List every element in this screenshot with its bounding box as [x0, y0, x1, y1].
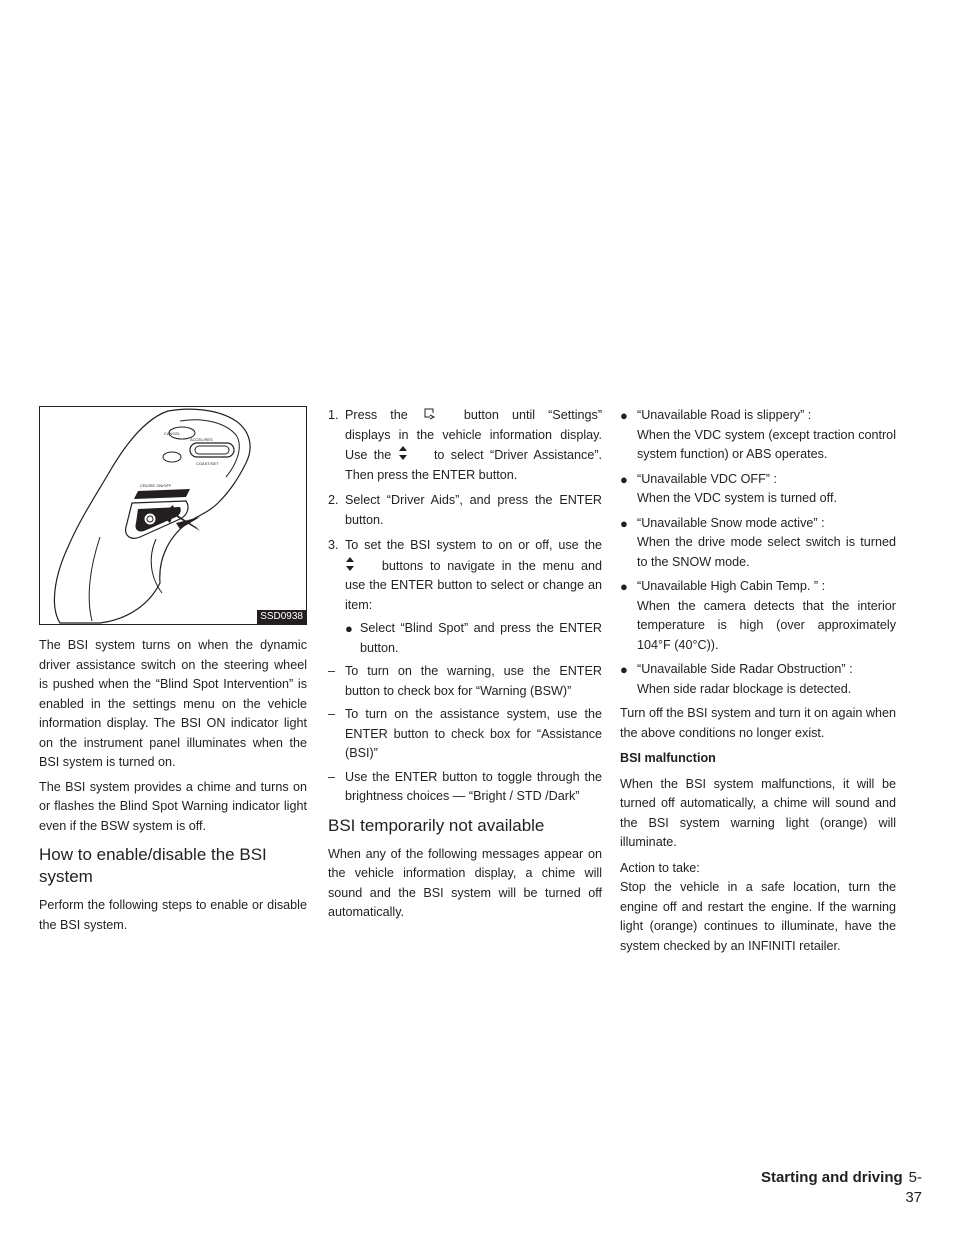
step-1-text-a: Press the [345, 408, 408, 422]
heading-bsi-malfunction: BSI malfunction [620, 751, 716, 765]
dash-text: To turn on the assistance system, use the ENTER button to check box for “Assistance (BSI)” [345, 707, 602, 760]
paragraph-perform-steps: Perform the following steps to enable or disable the BSI system. [39, 898, 307, 932]
step-1 [328, 406, 602, 485]
dash-text: To turn on the warning, use the ENTER button to check box for “Warning (BSW)” [345, 664, 602, 698]
dash-text: Use the ENTER button to toggle through the brightness choices — “Bright / STD /Dark” [345, 769, 602, 803]
paragraph-turn-off: Turn off the BSI system and turn it on again when the above conditions no longer exist. [620, 706, 896, 740]
bullet-dot: ● [620, 471, 628, 487]
switch-text-cruise: CRUISE ON/OFF [140, 483, 172, 488]
switch-text-coast: COAST/SET [196, 461, 219, 466]
step-number: 2. [328, 493, 339, 507]
step-2 [328, 491, 602, 530]
paragraph-action-text: Stop the vehicle in a safe location, turn the engine off and restart the engine. If the warning light (orange) continues to illuminate, have the system checked by an INFINITI retailer. [620, 880, 896, 953]
step-3 [328, 536, 602, 615]
bullet-dot: ● [620, 579, 628, 594]
column-3 [620, 406, 896, 956]
switch-text-cancel: CANCEL [164, 431, 181, 436]
bullet-dot: ● [620, 408, 628, 423]
switch-text-accel: ACCEL/RES [190, 437, 213, 442]
paragraph-bsi-chime: The BSI system provides a chime and turns on or flashes the Blind Spot Warning indicator light even if the BSW system is off. [39, 779, 307, 833]
dash: – [328, 707, 336, 721]
page-footer [760, 1168, 922, 1208]
paragraph-not-available: When any of the following messages appear on the vehicle information display, a chime will sound and the BSI system will be turned off automatically. [328, 846, 602, 919]
message-item [620, 470, 896, 509]
step-number: 1. [328, 408, 339, 422]
paragraph-malfunction: When the BSI system malfunctions, it will be turned off automatically, a chime will sound and the BSI system warning light (orange) will illuminate. [620, 776, 896, 849]
up-down-arrows-icon [345, 556, 375, 572]
message-item [620, 577, 896, 655]
back-button-icon [421, 407, 451, 421]
column-2 [328, 406, 602, 923]
step-number: 3. [328, 538, 339, 552]
message-body: When the drive mode select switch is turned to the SNOW mode. [637, 535, 896, 569]
dash-item [328, 662, 602, 701]
page-number: 5-37 [905, 1169, 922, 1206]
message-body: When the VDC system (except traction control system function) or ABS operates. [637, 427, 896, 461]
message-body: When side radar blockage is detected. [637, 681, 852, 696]
message-body: When the VDC system is turned off. [637, 491, 837, 505]
dash: – [328, 664, 336, 678]
paragraph-bsi-turns-on: The BSI system turns on when the dynamic driver assistance switch on the steering wheel is pushed when the “Blind Spot Intervention” is enabled in the settings menu on the vehicle information display. The BSI ON indicator light on the instrument panel illuminates when the BSI system is turned on. [39, 638, 307, 769]
footer-section: Starting and driving [760, 1169, 903, 1186]
message-title: “Unavailable Snow mode active” : [637, 515, 825, 530]
heading-enable-disable: How to enable/disable the BSI system [39, 845, 267, 886]
step-3-subitems [328, 619, 602, 658]
up-down-arrows-icon [398, 445, 428, 461]
paragraph-action-label: Action to take: [620, 860, 700, 875]
step-2-text: Select “Driver Aids”, and press the ENTER button. [345, 493, 602, 527]
message-item [620, 514, 896, 573]
message-title: “Unavailable Road is slippery” : [637, 408, 812, 422]
steering-switch-illustration [40, 407, 306, 624]
message-item [620, 660, 896, 699]
bullet-dot: ● [345, 621, 353, 636]
message-title: “Unavailable VDC OFF” : [637, 471, 777, 486]
figure-label: SSD0938 [257, 610, 306, 624]
bullet-dot: ● [620, 515, 628, 531]
dash-item [328, 768, 602, 807]
dash-item [328, 705, 602, 764]
step-1-text-b: button until “Settings” displays in the vehicle information display. Use the [345, 408, 603, 462]
step-1-text-c: to select “Driver Assistance”. Then press the ENTER button. [345, 448, 603, 482]
column-1 [39, 636, 307, 935]
step-3-text-b: buttons to navigate in the menu and use the ENTER button to select or change an item: [345, 558, 603, 612]
bullet-dot: ● [620, 662, 628, 677]
dash: – [328, 769, 336, 784]
message-title: “Unavailable Side Radar Obstruction” : [637, 662, 853, 676]
heading-temporarily-not-available: BSI temporarily not available [328, 815, 545, 835]
step-3-text-a: To set the BSI system to on or off, use the [345, 538, 602, 552]
bullet-item [345, 619, 602, 658]
message-body: When the camera detects that the interior temperature is high (over approximately 104°F (40°C)). [637, 598, 896, 652]
message-item [620, 406, 896, 465]
bullet-text: Select “Blind Spot” and press the ENTER button. [360, 621, 602, 655]
steering-switch-figure [39, 406, 307, 625]
message-title: “Unavailable High Cabin Temp. ” : [637, 579, 826, 593]
